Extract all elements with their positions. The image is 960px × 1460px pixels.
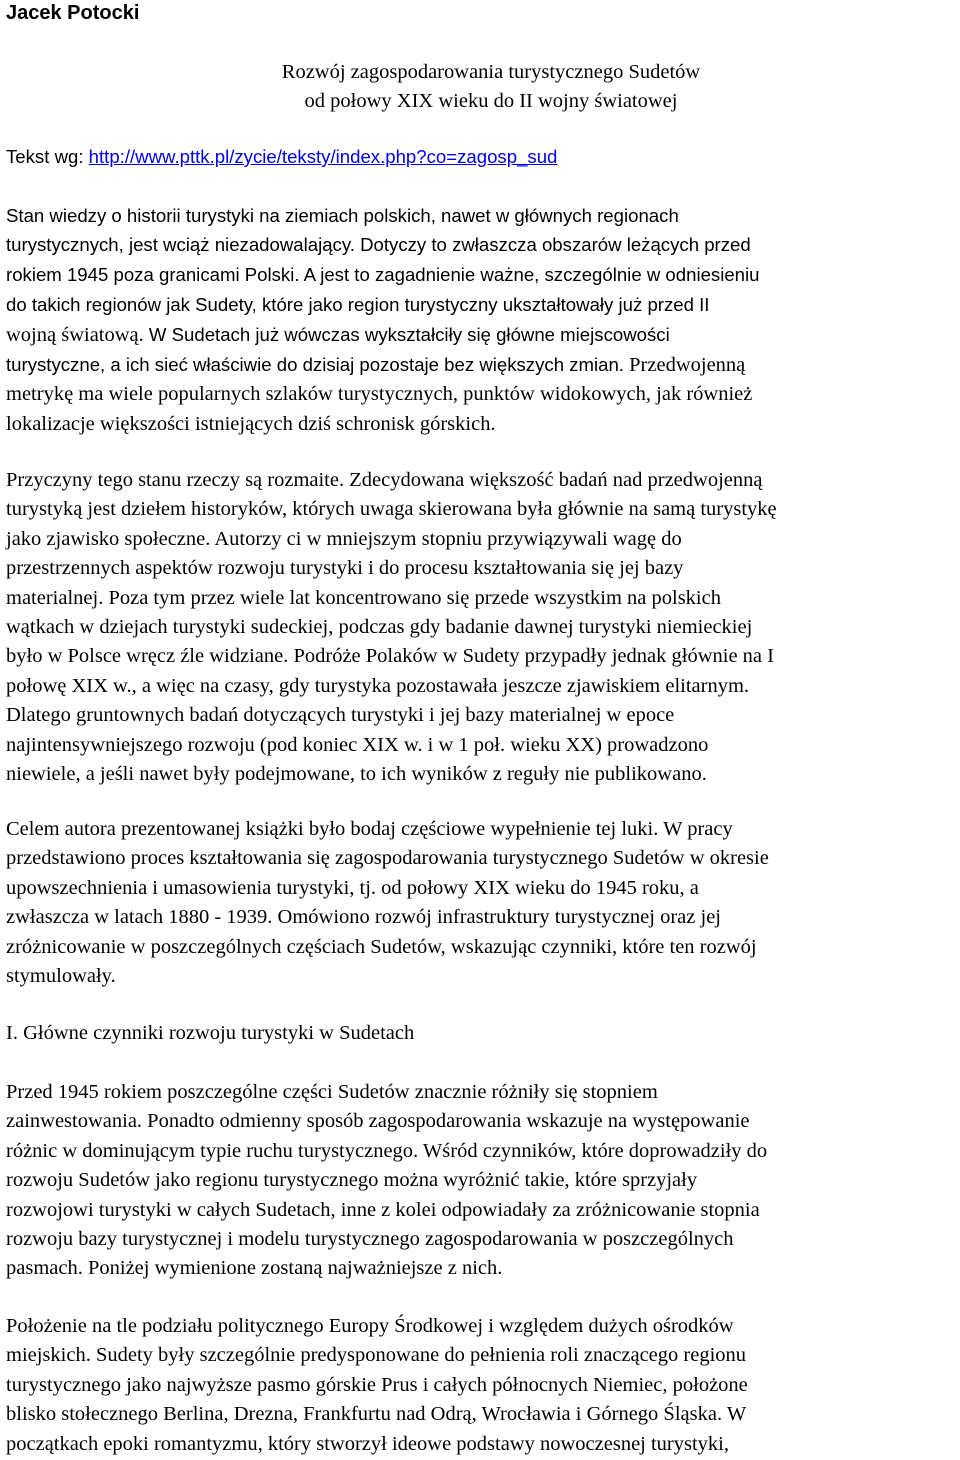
paragraph-aim — [6, 815, 960, 991]
paragraph-line: Celem autora prezentowanej książki było bodaj częściowe wypełnienie tej luki. W pracy — [6, 818, 733, 840]
paragraph-line: materialnej. Poza tym przez wiele lat koncentrowano się przede wszystkim na polskich — [6, 586, 721, 609]
paragraph-location — [6, 1312, 960, 1459]
paragraph-fragment: rokiem 1945 poza granicami Polski. — [6, 263, 304, 285]
paragraph-line: pasmach. Poniżej wymienione zostaną najważniejsze z nich. — [6, 1257, 503, 1280]
paragraph-line: rozwojowi turystyki w całych Sudetach, inne z kolei odpowiadały za zróżnicowanie stopnia — [6, 1198, 760, 1221]
paragraph-line: blisko stołecznego Berlina, Drezna, Frankfurtu nad Odrą, Wrocławia i Górnego Śląska. W — [6, 1403, 747, 1426]
paragraph-line: Dlatego gruntownych badań dotyczących turystyki i jej bazy materialnej w epoce — [6, 704, 675, 727]
paragraph-fragment: W Sudetach już wówczas wykształciły się główne miejscowości — [148, 323, 670, 345]
paragraph-line: stymulowały. — [6, 965, 116, 988]
paragraph-line: przedstawiono proces kształtowania się zagospodarowania turystycznego Sudetów w okresie — [6, 847, 769, 870]
paragraph-fragment: wojną światową. — [6, 323, 149, 346]
paragraph-line: rozwoju Sudetów jako regionu turystycznego można wyróżnić takie, które sprzyjały — [6, 1169, 698, 1192]
paragraph-line: wątkach w dziejach turystyki sudeckiej, podczas gdy badanie dawnej turystyki niemieckiej — [6, 616, 753, 639]
paragraph-line: jako zjawisko społeczne. Autorzy ci w mniejszym stopniu przywiązywali wagę do — [6, 527, 682, 550]
title-line-1: Rozwój zagospodarowania turystycznego Sudetów — [281, 61, 701, 83]
paragraph-line: upowszechnienia i umasowienia turystyki, tj. od połowy XIX wieku do 1945 roku, a — [6, 876, 699, 899]
paragraph-line: rozwoju bazy turystycznej i modelu turystycznego zagospodarowania w poszczególnych — [6, 1228, 734, 1251]
paragraph-line: metrykę ma wiele popularnych szlaków turystycznych, punktów widokowych, jak również — [6, 383, 753, 406]
paragraph-line: początkach epoki romantyzmu, który stworzył ideowe podstawy nowoczesnej turystyki, — [6, 1432, 730, 1455]
paragraph-line: różnic w dominującym typie ruchu turystycznego. Wśród czynników, które doprowadziły do — [6, 1139, 768, 1162]
paragraph-line: do takich regionów jak Sudety, które jako region turystyczny ukształtowały już przed II — [6, 294, 710, 316]
paragraph-line: połowę XIX w., a więc na czasy, gdy turystyka pozostawała jeszcze zjawiskiem elitarnym. — [6, 674, 750, 697]
author-name: Jacek Potocki — [6, 2, 140, 24]
paragraph-line: niewiele, a jeśli nawet były podejmowane, to ich wyników z reguły nie publikowano. — [6, 763, 707, 786]
paragraph-line: Przyczyny tego stanu rzeczy są rozmaite. Zdecydowana większość badań nad przedwojenną — [6, 469, 763, 491]
paragraph-factors — [6, 1078, 960, 1284]
paragraph-line: Stan wiedzy o historii turystyki na ziemiach polskich, nawet w głównych regionach — [6, 205, 679, 226]
paragraph-line: zwłaszcza w latach 1880 - 1939. Omówiono rozwój infrastruktury turystycznej oraz jej — [6, 906, 721, 929]
paragraph-line: miejskich. Sudety były szczególnie predysponowane do pełnienia roli znaczącego regionu — [6, 1344, 747, 1367]
paragraph-line: Przed 1945 rokiem poszczególne części Sudetów znacznie różniły się stopniem — [6, 1081, 658, 1103]
paragraph-line: było w Polsce wręcz źle widziane. Podróże Polaków w Sudety przypadły jednak głównie na I — [6, 645, 774, 668]
source-prefix: Tekst wg: — [6, 146, 89, 167]
paragraph-line — [6, 260, 960, 290]
paragraph-line: zróżnicowanie w poszczególnych częściach Sudetów, wskazując czynniki, które ten rozwój — [6, 935, 757, 958]
paragraph-line: lokalizacje większości istniejących dziś schronisk górskich. — [6, 412, 496, 435]
paragraph-line: zainwestowania. Ponadto odmienny sposób zagospodarowania wskazuje na występowanie — [6, 1110, 750, 1133]
paragraph-intro — [6, 201, 960, 439]
paragraph-line: turystycznego jako najwyższe pasmo górskie Prus i całych północnych Niemiec, położone — [6, 1373, 748, 1396]
paragraph-fragment: Przedwojenną — [629, 354, 746, 377]
paragraph-line: turystyką jest dziełem historyków, których uwaga skierowana była głównie na samą turystykę — [6, 498, 777, 521]
paragraph-fragment: turystyczne, a ich sieć właściwie do dzisiaj pozostaje bez większych zmian. — [6, 354, 630, 376]
source-line — [6, 142, 960, 171]
title-line-2: od połowy XIX wieku do II wojny światowej — [304, 90, 678, 112]
paragraph-line: Położenie na tle podziału politycznego Europy Środkowej i względem dużych ośrodków — [6, 1315, 734, 1337]
paragraph-line — [6, 320, 960, 350]
document-title — [6, 58, 960, 116]
paragraph-line — [6, 350, 960, 380]
paragraph-line: przestrzennych aspektów rozwoju turystyki i do procesu kształtowania się jej bazy — [6, 557, 684, 580]
source-link[interactable]: http://www.pttk.pl/zycie/teksty/index.php?co=zagosp_sud — [88, 146, 558, 167]
paragraph-line: turystycznych, jest wciąż niezadowalający. Dotyczy to zwłaszcza obszarów leżących przed — [6, 234, 751, 256]
paragraph-fragment: A jest to zagadnienie ważne, szczególnie w odniesieniu — [303, 263, 760, 285]
paragraph-line: najintensywniejszego rozwoju (pod koniec XIX w. i w 1 poł. wieku XX) prowadzono — [6, 733, 709, 756]
section-heading: I. Główne czynniki rozwoju turystyki w Sudetach — [6, 1022, 415, 1044]
paragraph-causes — [6, 466, 960, 789]
